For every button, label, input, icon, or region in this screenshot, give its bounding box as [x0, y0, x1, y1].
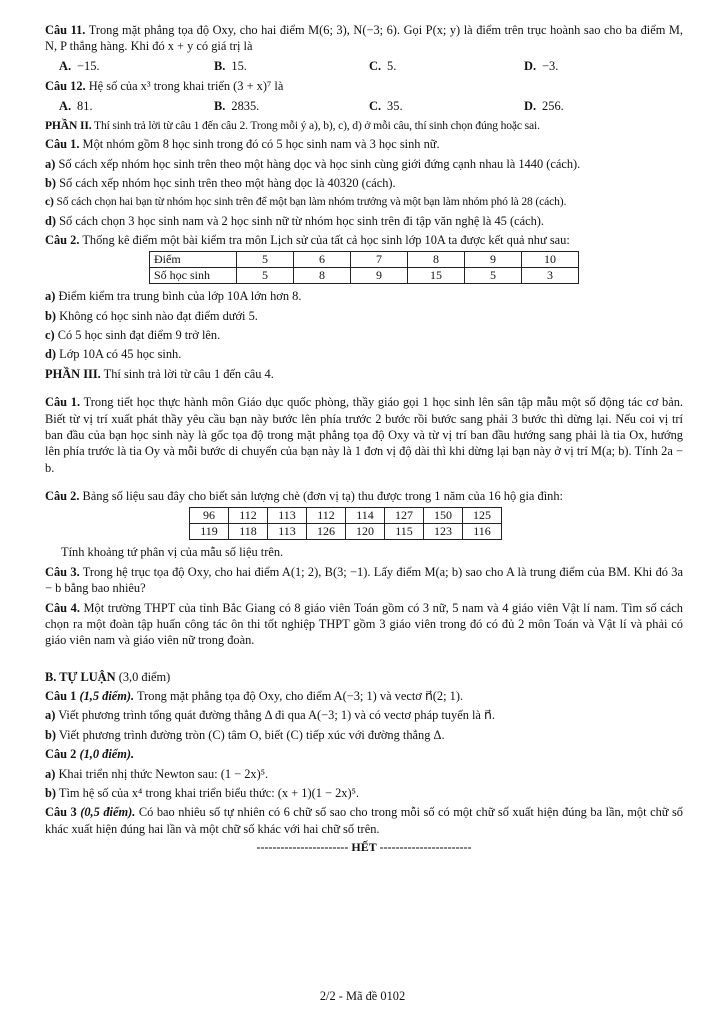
table-header: Điểm [150, 252, 237, 268]
table-cell: 125 [463, 508, 502, 524]
question-text: Trong mặt phẳng tọa độ Oxy, cho hai điểm M(6; 3), N(−3; 6). Gọi P(x; y) là điểm trên trục hoành sao cho ba điểm M, N, P thẳng hàng. Khi đó x + y có giá trị là [45, 23, 684, 54]
essay-question-2: Câu 2 (1,0 điểm). [45, 747, 135, 762]
part-2-question-2: Câu 2. Thống kê điểm một bài kiểm tra môn Lịch sử của tất cả học sinh lớp 10A ta được kết quả như sau: [45, 232, 570, 247]
option-b: B. 2835. [214, 98, 260, 113]
table-cell: 8 [294, 268, 351, 284]
table-row [150, 252, 579, 268]
essay-question-2-a: a) Khai triển nhị thức Newton sau: (1 − 2x)⁵. [45, 766, 269, 781]
option-d: D. 256. [524, 98, 564, 113]
statement-d: d) Số cách chọn 3 học sinh nam và 2 học sinh nữ từ nhóm học sinh trên đi tập văn nghệ là 45 (cách). [45, 213, 544, 228]
question-11 [45, 22, 683, 55]
table-cell: 150 [424, 508, 463, 524]
table-cell: 96 [190, 508, 229, 524]
part-3-heading: PHẦN III. Thí sinh trả lời từ câu 1 đến câu 4. [45, 366, 274, 381]
part-3-question-2-task: Tính khoảng tứ phân vị của mẫu số liệu trên. [61, 545, 284, 560]
tea-yield-table [189, 507, 502, 540]
part-3-question-1: Câu 1. Trong tiết học thực hành môn Giáo dục quốc phòng, thầy giáo gọi 1 học sinh lên sân tập mẫu một số động tác cơ bản. Biết từ vị trí xuất phát thầy yêu cầu bạn này bước lên phía trước 2 bước rồi bước sang phải 3 bước thì dừng lại. Nếu coi vị trí ban đầu của bạn học sinh này là gốc tọa độ trong mặt phẳng tọa độ Oxy và từ vị trí ban đầu hướng sang phải là tia Ox, hướng lên phía trước là tia Oy và mỗi bước di chuyển của bạn này là 1 đơn vị độ dài thì khi dừng lại bạn này ở vị trí M(a; b). Tính 2a − b. [45, 395, 683, 475]
option-a: A. 81. [59, 98, 93, 113]
table-row [190, 524, 502, 540]
table-cell: 5 [237, 268, 294, 284]
score-table [149, 251, 579, 284]
table-cell: 5 [465, 268, 522, 284]
question-11-options [59, 58, 683, 74]
statement-d: d) Lớp 10A có 45 học sinh. [45, 347, 182, 362]
statement-a: a) Số cách xếp nhóm học sinh trên theo một hàng dọc và học sinh cùng giới đứng cạnh nhau là 1440 (cách). [45, 156, 581, 171]
option-c: C. 35. [369, 98, 403, 113]
table-cell: 3 [522, 268, 579, 284]
table-cell: 112 [229, 508, 268, 524]
table-cell: 127 [385, 508, 424, 524]
table-cell: 5 [237, 252, 294, 268]
statement-c: c) Số cách chọn hai bạn từ nhóm học sinh trên để một bạn làm nhóm trưởng và một bạn làm nhóm phó là 28 (cách). [45, 195, 567, 209]
question-label: Câu 12. [45, 79, 86, 94]
table-cell: 118 [229, 524, 268, 540]
table-cell: 116 [463, 524, 502, 540]
table-cell: 6 [294, 252, 351, 268]
essay-question-1: Câu 1 (1,5 điểm). Trong mặt phẳng tọa độ Oxy, cho điểm A(−3; 1) và vectơ n⃗(2; 1). [45, 689, 464, 704]
essay-question-1-a: a) Viết phương trình tổng quát đường thẳng Δ đi qua A(−3; 1) và có vectơ pháp tuyến là n⃗. [45, 708, 495, 723]
part-3-question-3: Câu 3. Trong hệ trục tọa độ Oxy, cho hai điểm A(1; 2), B(3; −1). Lấy điểm M(a; b) sao cho A là trung điểm của BM. Khi đó 3a − b bằng bao nhiêu? [45, 564, 684, 596]
question-12 [45, 78, 683, 94]
table-row [150, 268, 579, 284]
table-cell: 8 [408, 252, 465, 268]
part-3-question-4: Câu 4. Một trường THPT của tỉnh Bắc Giang có 8 giáo viên Toán gồm có 3 nữ, 5 nam và 4 giáo viên Vật lí nam. Tìm số cách chọn ra một đoàn tập huấn công tác ôn thi tốt nghiệp THPT gồm 3 giáo viên trong đó có đủ 2 môn Toán và Vật lí và phải có giáo viên nam và giáo viên nữ trong đoàn. [45, 600, 683, 648]
question-text: Hệ số của x³ trong khai triển (3 + x)⁷ là [88, 79, 284, 94]
table-cell: 113 [268, 524, 307, 540]
option-a: A. −15. [59, 58, 100, 73]
table-cell: 120 [346, 524, 385, 540]
option-b: B. 15. [214, 58, 247, 73]
table-cell: 9 [351, 268, 408, 284]
table-cell: 15 [408, 268, 465, 284]
question-12-options [59, 98, 683, 114]
table-cell: 7 [351, 252, 408, 268]
essay-question-2-b: b) Tìm hệ số của x⁴ trong khai triển biểu thức: (x + 1)(1 − 2x)⁵. [45, 785, 360, 800]
end-mark: ----------------------- HẾT ----------------------- [256, 840, 472, 855]
part-2-question-1: Câu 1. Một nhóm gồm 8 học sinh trong đó có 5 học sinh nam và 3 học sinh nữ. [45, 137, 440, 152]
table-header: Số học sinh [150, 268, 237, 284]
table-cell: 112 [307, 508, 346, 524]
statement-b: b) Không có học sinh nào đạt điểm dưới 5. [45, 308, 258, 323]
statement-c: c) Có 5 học sinh đạt điểm 9 trở lên. [45, 328, 221, 343]
option-d: D. −3. [524, 58, 559, 73]
table-cell: 115 [385, 524, 424, 540]
table-cell: 9 [465, 252, 522, 268]
question-label: Câu 11. [45, 23, 86, 37]
table-cell: 126 [307, 524, 346, 540]
option-c: C. 5. [369, 58, 397, 73]
page-footer: 2/2 - Mã đề 0102 [319, 989, 406, 1003]
essay-question-3: Câu 3 (0,5 điểm). Có bao nhiêu số tự nhiên có 6 chữ số sao cho trong mỗi số có một chữ số xuất hiện đúng ba lần, một chữ số khác xuất hiện đúng hai lần và một chữ số khác với hai chữ số trên. [45, 805, 683, 836]
exam-page [45, 22, 683, 856]
table-cell: 113 [268, 508, 307, 524]
essay-question-1-b: b) Viết phương trình đường tròn (C) tâm O, biết (C) tiếp xúc với đường thẳng Δ. [45, 727, 445, 742]
table-cell: 10 [522, 252, 579, 268]
table-cell: 119 [190, 524, 229, 540]
table-cell: 114 [346, 508, 385, 524]
statement-a: a) Điểm kiểm tra trung bình của lớp 10A lớn hơn 8. [45, 289, 302, 304]
table-row [190, 508, 502, 524]
part-3-question-2: Câu 2. Bảng số liệu sau đây cho biết sản lượng chè (đơn vị tạ) thu được trong 1 năm của 16 hộ gia đình: [45, 489, 563, 504]
table-cell: 123 [424, 524, 463, 540]
part-2-heading: PHẦN II. Thí sinh trả lời từ câu 1 đến câu 2. Trong mỗi ý a), b), c), d) ở mỗi câu, thí sinh chọn đúng hoặc sai. [45, 118, 540, 132]
essay-heading: B. TỰ LUẬN (3,0 điểm) [45, 669, 171, 684]
statement-b: b) Số cách xếp nhóm học sinh trên theo một hàng dọc là 40320 (cách). [45, 175, 396, 190]
